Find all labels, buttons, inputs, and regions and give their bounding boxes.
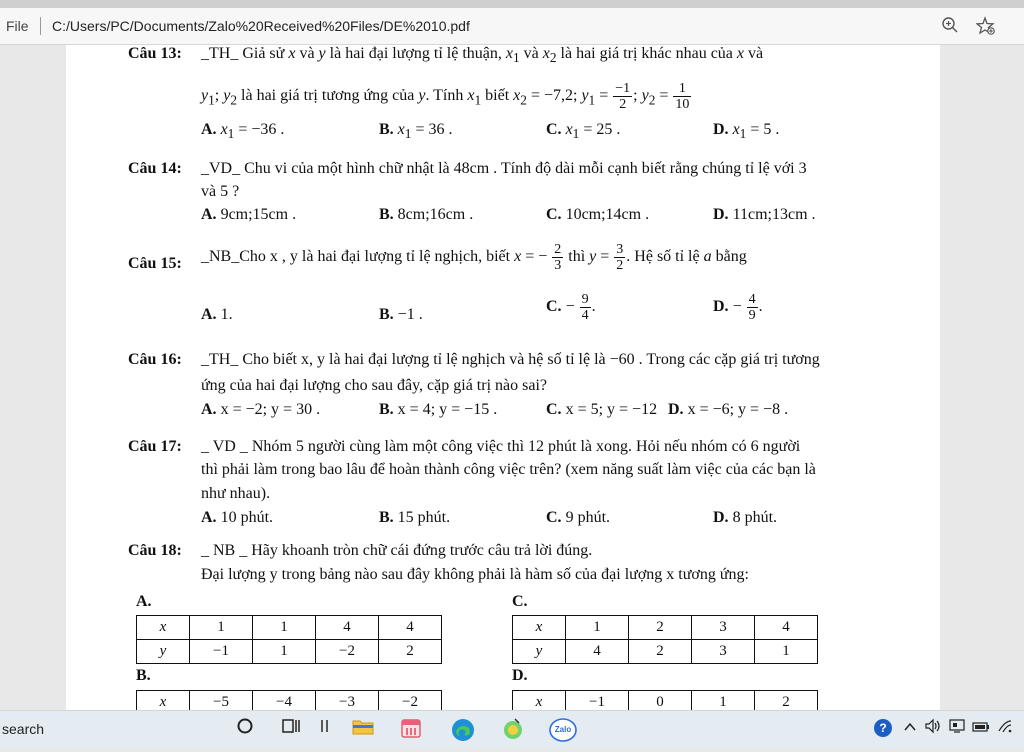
- question-17-option-d: D. 8 phút.: [713, 509, 778, 526]
- question-14-option-c: C. 10cm;14cm .: [546, 206, 650, 223]
- question-17-option-b: B. 15 phút.: [379, 509, 451, 526]
- question-16-label: Câu 16:: [128, 351, 182, 368]
- question-13-option-d: D. $x_1 = 5$ .: [713, 121, 780, 142]
- table-a-label: A.: [136, 593, 152, 610]
- url-text[interactable]: C:/Users/PC/Documents/Zalo%20Received%20Files/DE%2010.pdf: [52, 18, 470, 34]
- zalo-app-icon[interactable]: [548, 717, 578, 743]
- question-15-option-a: A. 1.: [201, 306, 233, 323]
- question-13-option-a: A. $x_1 = -36$ .: [201, 121, 285, 142]
- question-18-label: Câu 18:: [128, 542, 182, 559]
- question-17-line1: _ VD _ Nhóm 5 người cùng làm một công việc thì 12 phút là xong. Hỏi nếu nhóm có 6 người: [201, 438, 801, 455]
- title-strip: [0, 0, 1024, 8]
- question-15-option-d: D. − $\frac{4}{9}$ .: [713, 292, 763, 323]
- calendar-app-icon[interactable]: [398, 717, 424, 743]
- address-bar[interactable]: [0, 8, 1024, 45]
- edge-browser-icon[interactable]: [450, 717, 476, 743]
- table-d-label: D.: [512, 667, 528, 684]
- pause-icon[interactable]: [312, 717, 338, 743]
- question-13-option-c: C. $x_1 = 25$ .: [546, 121, 621, 142]
- question-17-option-a: A. 10 phút.: [201, 509, 274, 526]
- color-picker-icon[interactable]: [500, 717, 526, 743]
- question-16-option-b: B. x = 4; y = −15 .: [379, 401, 498, 418]
- pdf-page: [66, 45, 940, 710]
- question-14-option-a: A. 9cm;15cm .: [201, 206, 297, 223]
- question-17-option-c: C. 9 phút.: [546, 509, 611, 526]
- question-14-option-b: B. 8cm;16cm .: [379, 206, 474, 223]
- question-13-line2: $y_1$; $y_2$ là hai giá trị tương ứng của y. Tính $x_1$ biết $x_2 = -7,2$; $y_1$ = $\frac{-1}{2}$ ; $y_2$ = $\frac{1}{10}$: [201, 81, 690, 112]
- question-15-option-b: B. −1 .: [379, 306, 423, 323]
- zalo-label: Zalo: [554, 725, 572, 734]
- question-13-line1: _TH_ Giả sử x và y là hai đại lượng tỉ lệ thuận, $x_1$ và $x_2$ là hai giá trị khác nhau của x và: [201, 45, 764, 66]
- question-13-label: Câu 13:: [128, 45, 182, 62]
- pdf-viewer[interactable]: [0, 45, 1024, 710]
- question-16-option-c: C. x = 5; y = −12: [546, 401, 658, 418]
- question-16-option-d: D. x = −6; y = −8 .: [668, 401, 789, 418]
- question-17-line2: thì phải làm trong bao lâu để hoàn thành công việc trên? (xem năng suất làm việc của các bạn là: [201, 461, 816, 478]
- question-14-label: Câu 14:: [128, 160, 182, 177]
- favorite-star-icon[interactable]: [976, 16, 996, 36]
- file-label: File: [6, 18, 29, 34]
- table-c: x 1 2 3 4 y 4 2 3 1: [512, 615, 818, 664]
- question-14-line1: _VD_ Chu vi của một hình chữ nhật là 48cm . Tính độ dài mỗi cạnh biết rằng chúng tỉ lệ với 3: [201, 160, 807, 177]
- table-b-label: B.: [136, 667, 151, 684]
- cortana-icon[interactable]: [232, 717, 258, 743]
- taskbar-search[interactable]: search: [2, 721, 45, 737]
- question-14-line2: và 5 ?: [201, 183, 240, 200]
- address-separator: [40, 17, 41, 35]
- question-16-line1: _TH_ Cho biết x, y là hai đại lượng tỉ lệ nghịch và hệ số tỉ lệ là −60 . Trong các cặp giá trị tương: [201, 351, 820, 368]
- question-16-line2: ứng của hai đại lượng cho sau đây, cặp giá trị nào sai?: [201, 377, 547, 394]
- network-icon[interactable]: [944, 717, 970, 743]
- svg-text:?: ?: [879, 721, 887, 735]
- task-view-icon[interactable]: [278, 717, 304, 743]
- help-icon[interactable]: [870, 717, 896, 743]
- question-13-option-b: B. $x_1 = 36$ .: [379, 121, 453, 142]
- file-explorer-icon[interactable]: [350, 717, 376, 743]
- battery-icon[interactable]: [968, 717, 994, 743]
- zoom-icon[interactable]: [940, 16, 960, 36]
- question-18-line1: _ NB _ Hãy khoanh tròn chữ cái đứng trước câu trả lời đúng.: [201, 542, 593, 559]
- question-18-line2: Đại lượng y trong bảng nào sau đây không phải là hàm số của đại lượng x tương ứng:: [201, 566, 749, 583]
- question-15-option-c: C. − $\frac{9}{4}$ .: [546, 292, 596, 323]
- question-17-line3: như nhau).: [201, 485, 271, 502]
- question-16-option-a: A. x = −2; y = 30 .: [201, 401, 321, 418]
- taskbar: [0, 710, 1024, 748]
- question-17-label: Câu 17:: [128, 438, 182, 455]
- question-15-line1: _NB_Cho x , y là hai đại lượng tỉ lệ nghịch, biết x = − $\frac{2}{3}$ thì y = $\frac{3}{2}$ . Hệ số tỉ lệ a bằng: [201, 242, 747, 273]
- question-14-option-d: D. 11cm;13cm .: [713, 206, 816, 223]
- volume-icon[interactable]: [920, 717, 946, 743]
- table-a: x 1 1 4 4 y −1 1 −2 2: [136, 615, 442, 664]
- question-15-label: Câu 15:: [128, 255, 182, 272]
- wifi-icon[interactable]: [992, 717, 1018, 743]
- table-d: x −1 0 1 2: [512, 690, 818, 710]
- table-b: x −5 −4 −3 −2: [136, 690, 442, 710]
- table-c-label: C.: [512, 593, 528, 610]
